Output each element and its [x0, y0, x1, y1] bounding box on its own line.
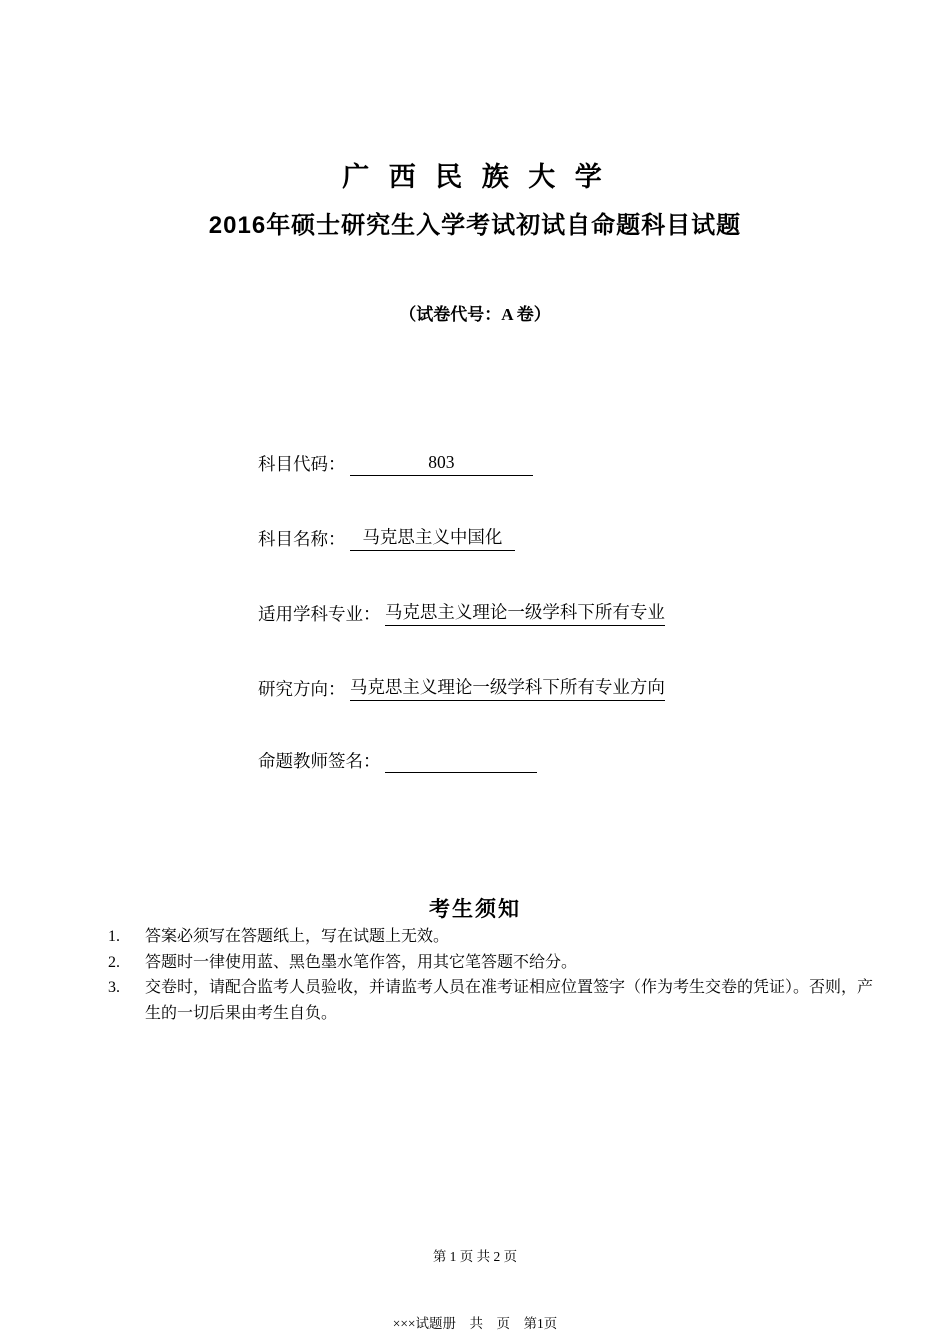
teacher-signature-label: 命题教师签名：	[258, 751, 381, 771]
notice-item-text: 交卷时，请配合监考人员验收，并请监考人员在准考证相应位置签字（作为考生交卷的凭证）。否则，产生的一切后果由考生自负。	[145, 979, 874, 1022]
teacher-signature-field	[258, 748, 537, 773]
notice-list	[108, 924, 878, 1026]
exam-title: 2016年硕士研究生入学考试初试自命题科目试题	[208, 212, 742, 239]
notice-item-number: 2.	[108, 953, 120, 971]
research-direction-field	[258, 675, 665, 701]
notice-item	[108, 924, 878, 950]
research-direction-value: 马克思主义理论一级学科下所有专业方向	[350, 675, 665, 701]
subject-code-label: 科目代码：	[258, 454, 346, 475]
notice-item-number: 1.	[108, 928, 120, 945]
notice-item-text: 答案必须写在答题纸上，写在试题上无效。	[145, 928, 450, 945]
applicable-major-label: 适用学科专业：	[258, 604, 381, 625]
applicable-major-value: 马克思主义理论一级学科下所有专业	[385, 600, 665, 626]
subject-name-field	[258, 525, 515, 551]
teacher-signature-blank	[385, 749, 537, 773]
page-number-footer: 第 1 页 共 2 页	[432, 1249, 518, 1264]
applicable-major-field	[258, 600, 665, 626]
notice-item-text: 答题时一律使用蓝、黑色墨水笔作答，用其它笔答题不给分。	[145, 953, 578, 971]
paper-code-label: （试卷代号：A 卷）	[399, 305, 551, 324]
subject-name-label: 科目名称：	[258, 529, 346, 550]
subject-name-value: 马克思主义中国化	[350, 525, 515, 551]
subject-code-value: 803	[350, 450, 533, 476]
notice-title: 考生须知	[429, 898, 521, 921]
notice-item	[108, 950, 878, 976]
research-direction-label: 研究方向：	[258, 679, 346, 700]
notice-item	[108, 975, 878, 1026]
subject-code-field	[258, 450, 533, 476]
notice-item-number: 3.	[108, 979, 120, 997]
booklet-footer: ×××试题册 共 页 第1页	[392, 1316, 558, 1331]
university-title: 广 西 民 族 大 学	[342, 162, 608, 192]
